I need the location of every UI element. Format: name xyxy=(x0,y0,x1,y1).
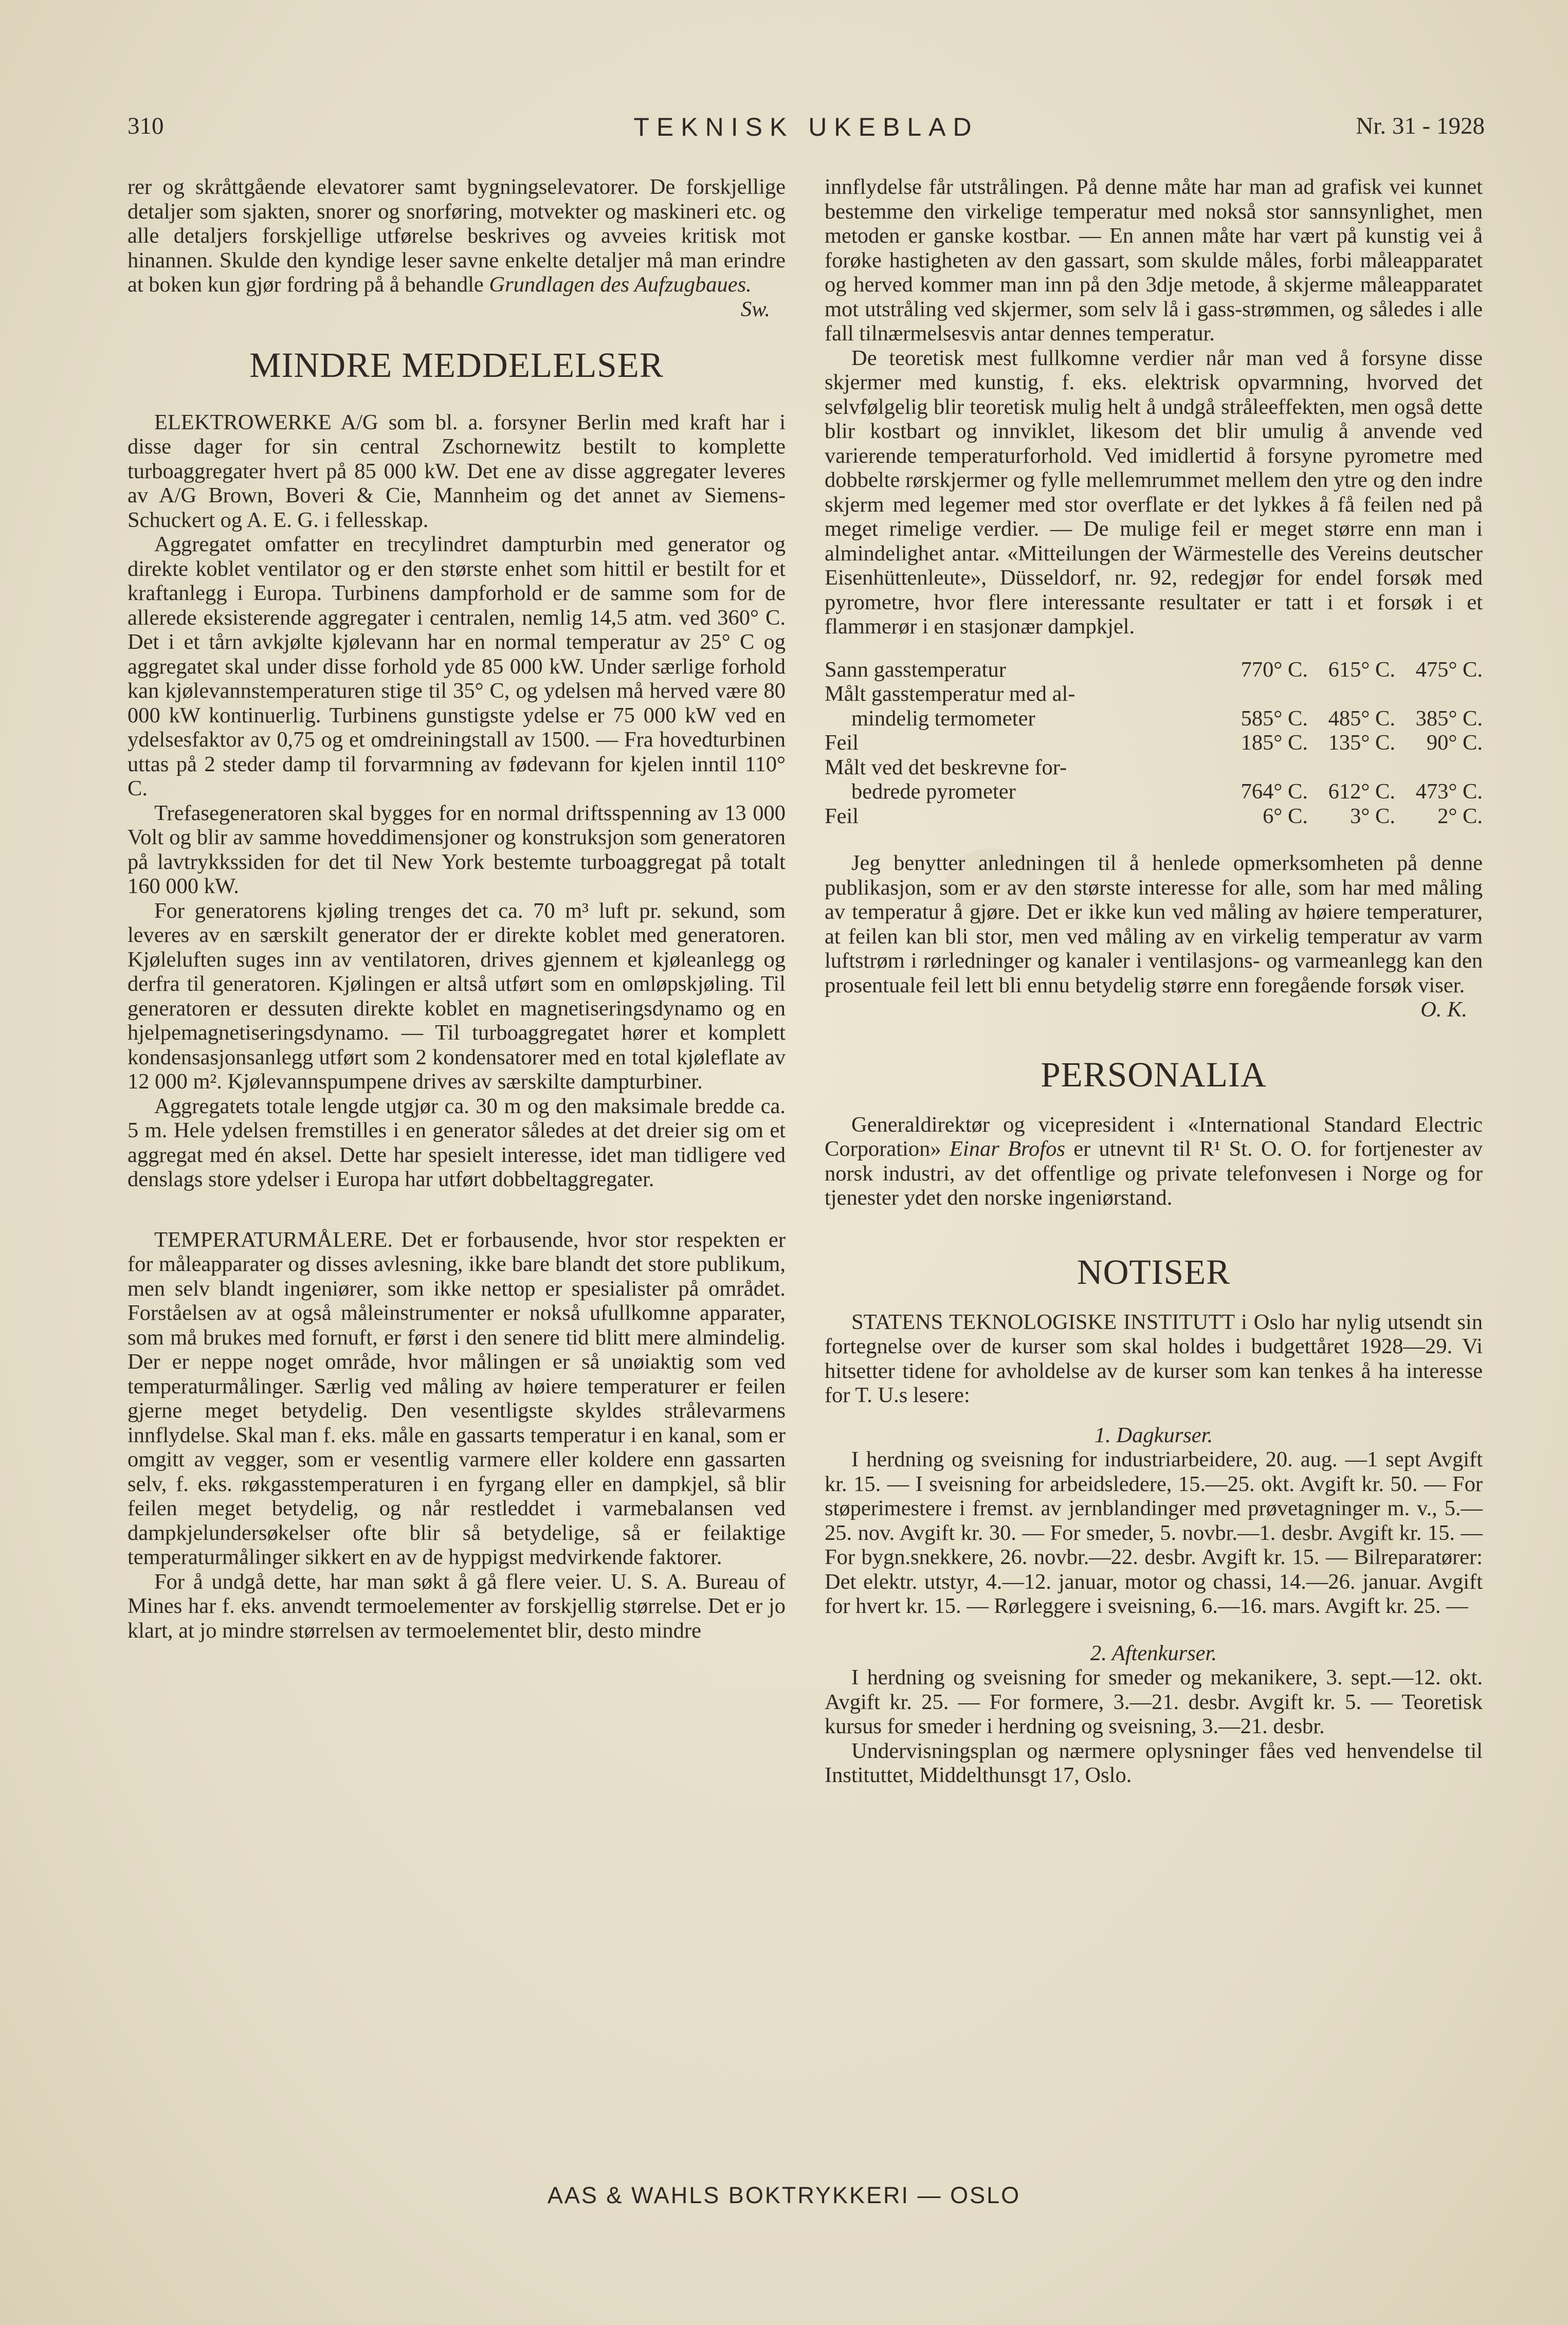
table-cell: 770° C. xyxy=(1241,657,1308,682)
notice-paragraph: Undervisningsplan og nærmere oplysninger fåes ved henvendelse til Instituttet, Middelthunsgt 17, Oslo. xyxy=(825,1738,1483,1787)
table-cell: 475° C. xyxy=(1415,657,1483,682)
table-cell: 2° C. xyxy=(1437,804,1483,828)
table-cell: 90° C. xyxy=(1426,731,1483,755)
article-paragraph: Jeg benytter anledningen til å henlede opmerksomheten på denne publikasjon, som er av den største interesse for alle, som har med måling av temperatur å gjøre. Det er ikke kun ved måling av høiere temperaturer, at feilen kan bli stor, men ved måling av en virkelig temperatur av varm luftstrøm i rørledninger og kanaler i ventilasjons- og varmeanlegg kan den prosentuale feil lett bli ennu betydelig større enn foregående forsøk viser. O. K. xyxy=(825,851,1483,1022)
table-cell: 385° C. xyxy=(1415,706,1483,731)
section-heading-personalia: PERSONALIA xyxy=(1041,1055,1267,1094)
temperature-table xyxy=(825,658,1483,829)
printer-footer: AAS & WAHLS BOKTRYKKERI — OSLO xyxy=(547,2182,1021,2208)
article-paragraph: Aggregatet omfatter en trecylindret dampturbin med generator og direkte koblet ventilator og er den største enhet som hittil er bestilt for et kraftanlegg i Europa. Turbinens dampforhold er de samme som for de allerede eksisterende aggregater i centralen, nemlig 14,5 atm. ved 360° C. Det i et tårn avkjølte kjølevann har en normal temperatur av 25° C og aggregatet skal under disse forhold yde 85 000 kW. Under særlige forhold kan kjølevannstemperaturen stige til 35° C, og ydelsen må herved være 80 000 kW kontinuerlig. Turbinens gunstigste ydelse er 75 000 kW ved en ydelsesfaktor av 0,75 og et omdreiningstall av 1500. — Fra hovedturbinen uttas på 2 steder damp til forvarmning av fødevann for kjelen inntil 110° C. xyxy=(127,532,786,801)
journal-title: TEKNISK UKEBLAD xyxy=(633,113,979,141)
table-row xyxy=(825,804,1483,829)
page-number: 310 xyxy=(127,113,164,139)
notice-paragraph: I herdning og sveisning for industriarbeidere, 20. aug. —1 sept Avgift kr. 15. — I sveisning for arbeidsledere, 15.—25. okt. Avgift kr. 50. — For støperimestere i fremst. av jernblandinger med prøvetagninger m. v., 5.—25. nov. Avgift kr. 30. — For smeder, 5. novbr.—1. desbr. Avgift kr. 15. — For bygn.snekkere, 26. novbr.—22. desbr. Avgift kr. 15. — Bilreparatører: Det elektr. utstyr, 4.—12. januar, motor og chassi, 14.—26. januar. Avgift for hvert kr. 15. — Rørleggere i sveisning, 6.—16. mars. Avgift kr. 25. — xyxy=(825,1447,1483,1618)
course-subheading: 1. Dagkurser. xyxy=(1094,1423,1213,1447)
table-cell: 3° C. xyxy=(1350,804,1395,828)
issue-number: Nr. 31 - 1928 xyxy=(1356,113,1485,139)
table-cell: 612° C. xyxy=(1328,779,1395,804)
article-paragraph: innflydelse får utstrålingen. På denne måte har man ad grafisk vei kunnet bestemme den virkelige temperatur med nokså stor sannsynlighet, men metoden er ganske kostbar. — En annen måte har vært på kunstig vei å forøke hastigheten av den gassart, som skulde måles, forbi måleapparatet og herved kommer man inn på den 3dje metode, å skjerme måleapparatet mot utstråling ved skjermer, som selv lå i gass-strømmen, og således i alle fall tilnærmelsesvis antar dennes temperatur. xyxy=(825,175,1483,346)
table-row xyxy=(825,755,1483,804)
table-cell-label: Sann gasstemperatur xyxy=(825,657,1006,682)
review-paragraph: rer og skråttgående elevatorer samt bygningselevatorer. De forskjellige detaljer som sjakten, snorer og snorføring, motvekter og maskineri etc. og alle detaljers forskjellige utførelse beskrives og avveies kritisk mot hinannen. Skulde den kyndige leser savne enkelte detaljer må man erindre at boken kun gjør fordring på å behandle Grundlagen des Aufzugbaues. Sw. xyxy=(127,175,786,321)
article-paragraph: Aggregatets totale lengde utgjør ca. 30 m og den maksimale bredde ca. 5 m. Hele ydelsen fremstilles i en generator således at det dreier sig om et aggregat med én aksel. Dette har spesielt interesse, idet man tidligere ved denslags store ydelser i Europa har utført dobbeltaggregater. xyxy=(127,1094,786,1191)
article-paragraph: For generatorens kjøling trenges det ca. 70 m³ luft pr. sekund, som leveres av en særskilt generator der er direkte koblet med generatoren. Kjøleluften suges inn av ventilatoren, drives gjennem et kjøleanlegg og derfra til generatoren. Kjølingen er altså utført som en omløpskjøling. Til generatoren er dessuten direkte koblet en magnetiseringsdynamo og en hjelpemagnetiseringsdynamo. — Til turboaggregatet hører et komplett kondensasjonsanlegg utført som 2 kondensatorer med en total kjøleflate av 12 000 m². Kjølevannspumpene drives av særskilte dampturbiner. xyxy=(127,898,786,1094)
book-title: Grundlagen des Aufzugbaues. xyxy=(489,273,752,297)
table-cell: 585° C. xyxy=(1241,706,1308,731)
table-cell: 473° C. xyxy=(1415,779,1483,804)
table-cell: 764° C. xyxy=(1241,779,1308,804)
article-paragraph: Trefasegeneratoren skal bygges for en normal driftsspenning av 13 000 Volt og blir av samme hoveddimensjoner og konstruksjon som generatoren på lavtrykkssiden for det til New York bestemte turboaggregat på totalt 160 000 kW. xyxy=(127,801,786,898)
article-paragraph: De teoretisk mest fullkomne verdier når man ved å forsyne disse skjermer med kunstig, f. eks. elektrisk opvarmning, hvorved det selvfølgelig blir teoretisk mulig helt å undgå stråleeffekten, men også dette blir kostbart og innviklet, likesom det blir umulig å anvende ved varierende temperaturforhold. Ved imidlertid å forsyne pyrometre med dobbelte rørskjermer og fylle mellemrummet mellem den ytre og den indre skjerm med legemer med stor overflate er det lykkes å få feilen ned på meget rimelige verdier. — De mulige feil er meget større enn man i almindelighet antar. «Mitteilungen der Wärmestelle des Vereins deutscher Eisenhüttenleute», Düsseldorf, nr. 92, redegjør for endel forsøk med pyrometre, hvor flere interessante resultater er tatt i et forsøk i et flammerør i en stasjonær dampkjel. xyxy=(825,346,1483,639)
table-cell: 185° C. xyxy=(1241,731,1308,755)
page-header xyxy=(127,112,1485,148)
table-cell: 485° C. xyxy=(1328,706,1395,731)
personalia-paragraph: Generaldirektør og vicepresident i «International Standard Electric Corporation» Einar Brofos er utnevnt til R¹ St. O. O. for fortjenester av norsk industri, av det offentlige og private telefonvesen i Norge og for tjenester ydet den norske ingeniørstand. xyxy=(825,1112,1483,1210)
table-cell-label: Feil xyxy=(825,731,859,755)
table-cell: 615° C. xyxy=(1328,657,1395,682)
article-paragraph: TEMPERATURMÅLERE. Det er forbausende, hvor stor respekten er for måleapparater og disses avlesning, ikke bare blandt det store publikum, men selv blandt ingeniører, som ikke nettop er spesialister på området. Forståelsen av at også måleinstrumenter er nokså ufullkomne apparater, som må brukes med fornuft, er først i den senere tid blitt mere almindelig. Der er neppe noget område, hvor målingen er så unøiaktig som ved temperaturmålinger. Særlig ved måling av høiere temperaturer er feilen gjerne meget betydelig. Den vesentligste skyldes strålevarmens innflydelse. Skal man f. eks. måle en gassarts temperatur i en kanal, som er omgitt av vegger, som er vesentlig varmere eller koldere enn gassarten selv, f. eks. røkgasstemperaturen i en fyrgang eller en dampkjel, så blir feilen meget betydelig, og når restleddet i varmebalansen ved dampkjelundersøkelser ofte blir så betydelige, så er feilaktige temperaturmålinger sikkert en av de hyppigst medvirkende faktorer. xyxy=(127,1227,786,1569)
notice-paragraph: STATENS TEKNOLOGISKE INSTITUTT i Oslo har nylig utsendt sin fortegnelse over de kurser som skal holdes i budgettåret 1928—29. Vi hitsetter tidene for avholdelse av de kurser som kan tenkes å ha interesse for T. U.s lesere: xyxy=(825,1310,1483,1407)
section-heading-mindre-meddelelser: MINDRE MEDDELELSER xyxy=(249,345,664,385)
table-row xyxy=(825,731,1483,755)
table-cell-label: Målt ved det beskrevne for- bedrede pyrometer xyxy=(825,755,1067,804)
article-paragraph: For å undgå dette, har man søkt å gå flere veier. U. S. A. Bureau of Mines har f. eks. anvendt termoelementer av forskjellig størrelse. Det er jo klart, at jo mindre størrelsen av termoelementet blir, desto mindre xyxy=(127,1569,786,1643)
person-name: Einar Brofos xyxy=(949,1137,1065,1161)
right-column xyxy=(825,175,1483,1788)
table-cell: 135° C. xyxy=(1328,731,1395,755)
table-cell-label: Feil xyxy=(825,804,859,828)
left-column xyxy=(127,175,786,1643)
course-subheading: 2. Aftenkurser. xyxy=(1090,1641,1217,1665)
article-paragraph: ELEKTROWERKE A/G som bl. a. forsyner Berlin med kraft har i disse dager for sin central Zschornewitz bestilt to komplette turboaggregater hvert på 85 000 kW. Det ene av disse aggregater leveres av A/G Brown, Boveri & Cie, Mannheim og det annet av Siemens-Schuckert og A. E. G. i fellesskap. xyxy=(127,410,786,532)
table-cell-label: Målt gasstemperatur med al- mindelig termometer xyxy=(825,682,1075,731)
article-signature: O. K. xyxy=(1420,997,1467,1022)
review-signature: Sw. xyxy=(740,297,770,321)
table-row xyxy=(825,658,1483,682)
table-cell: 6° C. xyxy=(1263,804,1308,828)
section-heading-notiser: NOTISER xyxy=(1077,1252,1231,1292)
table-row xyxy=(825,682,1483,731)
notice-paragraph: I herdning og sveisning for smeder og mekanikere, 3. sept.—12. okt. Avgift kr. 25. — For formere, 3.—21. desbr. Avgift kr. 5. — Teoretisk kursus for smeder i herdning og sveisning, 3.—21. desbr. xyxy=(825,1665,1483,1738)
